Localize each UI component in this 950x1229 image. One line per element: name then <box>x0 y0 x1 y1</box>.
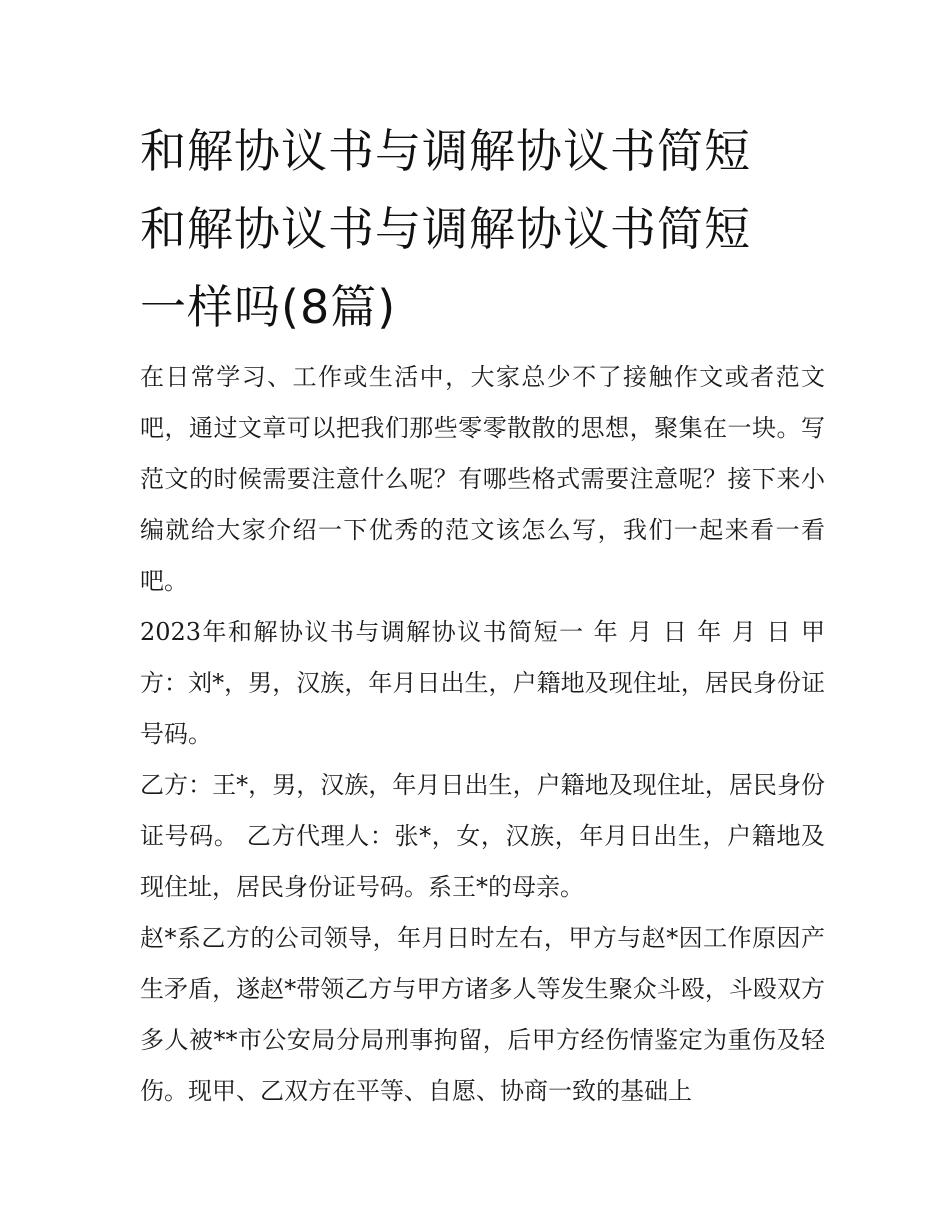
paragraph-party-a: 2023年和解协议书与调解协议书简短一 年 月 日 年 月 日 甲方：刘*，男，汉族，年月日出生，户籍地及现住址，居民身份证号码。 <box>140 618 825 748</box>
paragraph-incident: 赵*系乙方的公司领导，年月日时左右，甲方与赵*因工作原因产生矛盾，遂赵*带领乙方与甲方诸多人等发生聚众斗殴，斗殴双方多人被**市公安局分局刑事拘留，后甲方经伤情鉴定为重伤及轻伤。现甲、乙双方在平等、自愿、协商一致的基础上 <box>140 924 825 1105</box>
document-title: 和解协议书与调解协议书简短 和解协议书与调解协议书简短 一样吗(8篇) <box>140 124 751 334</box>
paragraph-party-b: 乙方：王*，男，汉族，年月日出生，户籍地及现住址，居民身份证号码。 乙方代理人：张*，女，汉族，年月日出生，户籍地及现住址，居民身份证号码。系王*的母亲。 <box>140 771 825 901</box>
paragraph-intro: 在日常学习、工作或生活中，大家总少不了接触作文或者范文吧，通过文章可以把我们那些零零散散的思想，聚集在一块。写范文的时候需要注意什么呢？有哪些格式需要注意呢？接下来小编就给大家介绍一下优秀的范文该怎么写，我们一起来看一看吧。 <box>140 363 825 595</box>
document-body <box>140 352 825 1117</box>
